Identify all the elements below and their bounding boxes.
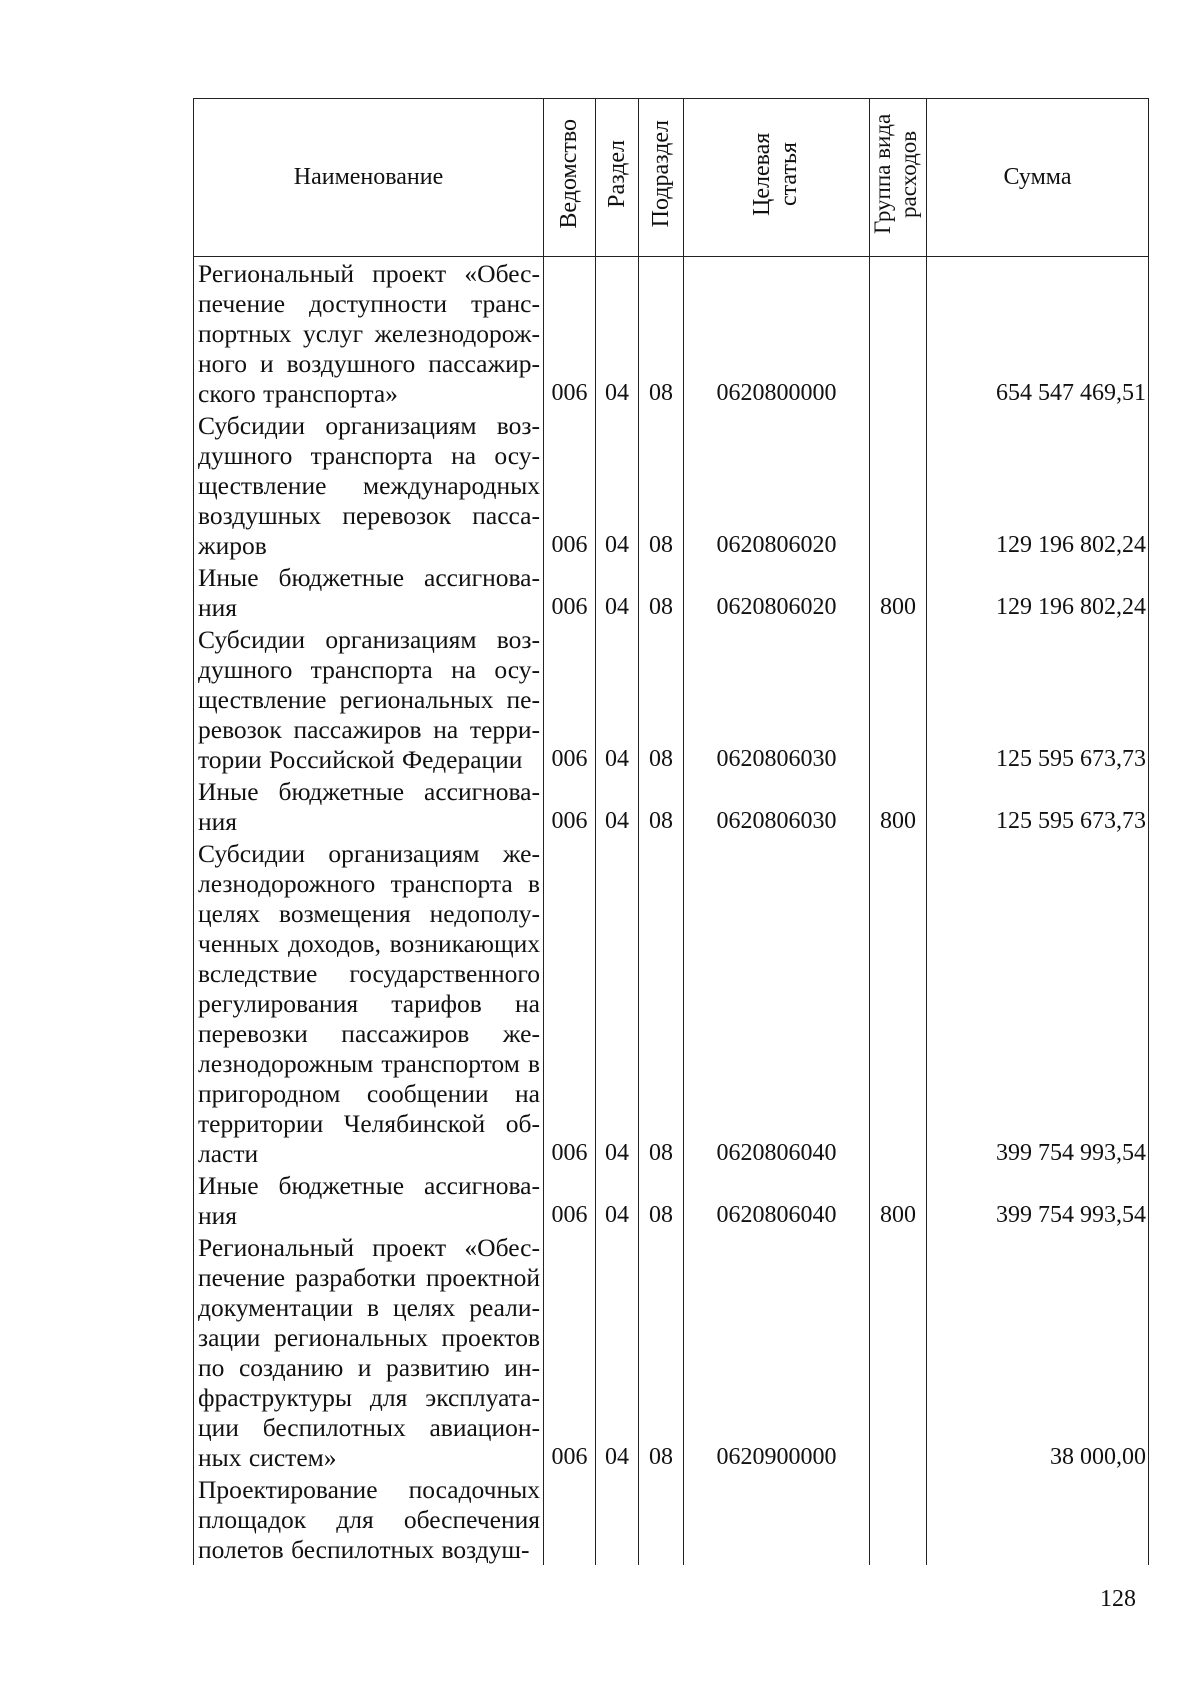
- cell-subsection: 08: [639, 623, 684, 775]
- cell-target-item: 0620800000: [684, 257, 870, 410]
- cell-subsection: 08: [639, 1169, 684, 1231]
- table-row: [194, 775, 1149, 837]
- cell-subsection: [639, 1473, 684, 1565]
- cell-name: Проектирование посадочных площадок для обеспечения полетов беспилотных воздуш-: [194, 1473, 544, 1565]
- cell-expense-group: [870, 623, 927, 775]
- cell-subsection: 08: [639, 561, 684, 623]
- table-row: [194, 409, 1149, 561]
- cell-section: [596, 1473, 639, 1565]
- cell-department: 006: [544, 623, 596, 775]
- cell-sum: [927, 1473, 1149, 1565]
- cell-subsection: 08: [639, 1231, 684, 1473]
- cell-name: Субсидии организациям железнодорожного транспорта в целях возмещения недополученных доходов, возникающих вследствие государственного регулирования тарифов на перевозки пассажиров железнодорожным транспортом в пригородном сообщении на территории Челябинской области: [194, 837, 544, 1169]
- header-department: Ведомство: [544, 99, 596, 257]
- cell-target-item: 0620806020: [684, 409, 870, 561]
- cell-sum: 125 595 673,73: [927, 775, 1149, 837]
- cell-department: 006: [544, 1231, 596, 1473]
- cell-department: 006: [544, 561, 596, 623]
- cell-name: Региональный проект «Обеспечение разработки проектной документации в целях реализации региональных проектов по созданию и развитию инфраструктуры для эксплуатации беспилотных авиационных систем»: [194, 1231, 544, 1473]
- cell-subsection: 08: [639, 775, 684, 837]
- table-row: [194, 623, 1149, 775]
- header-expense-group: Группа вида расходов: [870, 99, 927, 257]
- cell-sum: 399 754 993,54: [927, 1169, 1149, 1231]
- table-row: [194, 1473, 1149, 1565]
- cell-target-item: 0620806020: [684, 561, 870, 623]
- cell-name: Иные бюджетные ассигнования: [194, 775, 544, 837]
- header-name: Наименование: [194, 99, 544, 257]
- cell-expense-group: [870, 1231, 927, 1473]
- cell-target-item: [684, 1473, 870, 1565]
- table-row: [194, 257, 1149, 410]
- cell-expense-group: 800: [870, 775, 927, 837]
- cell-section: 04: [596, 561, 639, 623]
- cell-target-item: 0620806040: [684, 1169, 870, 1231]
- cell-sum: 129 196 802,24: [927, 561, 1149, 623]
- cell-sum: 38 000,00: [927, 1231, 1149, 1473]
- cell-target-item: 0620900000: [684, 1231, 870, 1473]
- cell-expense-group: [870, 1473, 927, 1565]
- cell-expense-group: 800: [870, 1169, 927, 1231]
- header-section: Раздел: [596, 99, 639, 257]
- cell-section: 04: [596, 837, 639, 1169]
- table-row: [194, 1169, 1149, 1231]
- cell-department: 006: [544, 775, 596, 837]
- cell-department: 006: [544, 837, 596, 1169]
- cell-expense-group: [870, 837, 927, 1169]
- cell-name: Субсидии организациям воздушного транспорта на осуществление международных воздушных перевозок пассажиров: [194, 409, 544, 561]
- cell-subsection: 08: [639, 257, 684, 410]
- cell-name: Иные бюджетные ассигнования: [194, 561, 544, 623]
- table-row: [194, 561, 1149, 623]
- cell-subsection: 08: [639, 409, 684, 561]
- cell-expense-group: 800: [870, 561, 927, 623]
- cell-section: 04: [596, 257, 639, 410]
- cell-department: 006: [544, 409, 596, 561]
- cell-expense-group: [870, 257, 927, 410]
- cell-department: [544, 1473, 596, 1565]
- cell-section: 04: [596, 1169, 639, 1231]
- budget-table: [193, 98, 1149, 1565]
- cell-department: 006: [544, 1169, 596, 1231]
- cell-section: 04: [596, 775, 639, 837]
- cell-name: Иные бюджетные ассигнования: [194, 1169, 544, 1231]
- cell-subsection: 08: [639, 837, 684, 1169]
- cell-target-item: 0620806030: [684, 623, 870, 775]
- cell-name: Региональный проект «Обеспечение доступности транспортных услуг железнодорожного и воздушного пассажирского транспорта»: [194, 257, 544, 410]
- cell-target-item: 0620806030: [684, 775, 870, 837]
- table-row: [194, 1231, 1149, 1473]
- cell-target-item: 0620806040: [684, 837, 870, 1169]
- cell-sum: 129 196 802,24: [927, 409, 1149, 561]
- cell-department: 006: [544, 257, 596, 410]
- cell-expense-group: [870, 409, 927, 561]
- cell-section: 04: [596, 623, 639, 775]
- table-row: [194, 837, 1149, 1169]
- header-target-item: Целевая статья: [684, 99, 870, 257]
- cell-sum: 125 595 673,73: [927, 623, 1149, 775]
- header-sum: Сумма: [927, 99, 1149, 257]
- cell-sum: 654 547 469,51: [927, 257, 1149, 410]
- header-subsection: Подраздел: [639, 99, 684, 257]
- table-header-row: [194, 99, 1149, 257]
- table-body: [194, 257, 1149, 1566]
- page-number: 128: [1100, 1586, 1136, 1612]
- cell-sum: 399 754 993,54: [927, 837, 1149, 1169]
- cell-section: 04: [596, 409, 639, 561]
- cell-name: Субсидии организациям воздушного транспорта на осуществление региональных перевозок пассажиров на территории Российской Федерации: [194, 623, 544, 775]
- cell-section: 04: [596, 1231, 639, 1473]
